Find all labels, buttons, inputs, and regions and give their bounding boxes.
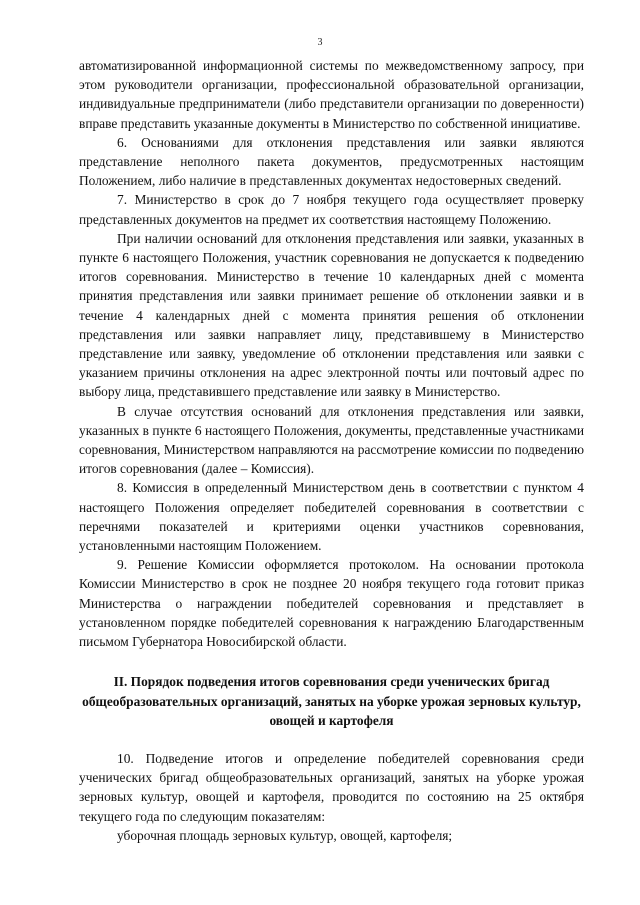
paragraph-item-9: 9. Решение Комиссии оформляется протоколом. На основании протокола Комиссии Министерство в срок не позднее 20 ноября текущего года готовит приказ Министерства о награждении победителей соревнования и представляет в установленном порядке победителей соревнования к награждению Благодарственным письмом Губернатора Новосибирской области. (79, 557, 584, 650)
paragraph-continuation: автоматизированной информационной системы по межведомственному запросу, при этом руководители организации, профессиональной образовательной организации, индивидуальные предприниматели (либо представители организации по доверенности) вправе представить указанные документы в Министерство по собственной инициативе. (79, 58, 584, 131)
paragraph-rejection: При наличии оснований для отклонения представления или заявки, указанных в пункте 6 настоящего Положения, участник соревнования не допускается к подведению итогов соревнования. Министерство в течение 10 календарных дней с момента принятия представления или заявки принимает решение об отклонении заявки и в течение 4 календарных дней с момента принятия решения об отклонении представления или заявки направляет лицу, представившему в Министерство представление или заявку, уведомление об отклонении представления или заявки с указанием причины отклонения на адрес электронной почты или почтовый адрес по выбору лица, представившего представление или заявку в Министерство. (79, 230, 584, 400)
paragraph-item-7: 7. Министерство в срок до 7 ноября текущего года осуществляет проверку представленных документов на предмет их соответствия настоящему Положению. (79, 192, 584, 227)
paragraph-criterion: уборочная площадь зерновых культур, овощей, картофеля; (117, 827, 453, 843)
document-body (79, 56, 584, 845)
paragraph-item-10: 10. Подведение итогов и определение победителей соревнования среди ученических бригад общеобразовательных организаций, занятых на уборке урожая зерновых культур, овощей и картофеля, проводится по состоянию на 25 октября текущего года по следующим показателям: (79, 751, 584, 824)
paragraph-item-6: 6. Основаниями для отклонения представления или заявки являются представление неполного пакета документов, предусмотренных настоящим Положением, либо наличие в представленных документах недостоверных сведений. (79, 134, 584, 189)
page-number: 3 (317, 37, 323, 48)
paragraph-item-8: 8. Комиссия в определенный Министерством день в соответствии с пунктом 4 настоящего Положения определяет победителей соревнования в соответствии с перечнями показателей и критериями оценки участников соревнования, установленными настоящим Положением. (79, 480, 584, 554)
paragraph-no-rejection: В случае отсутствия оснований для отклонения представления или заявки, указанных в пункте 6 настоящего Положения, документы, представленные участниками соревнования, Министерством направляются на рассмотрение комиссии по подведению итогов соревнования (далее – Комиссия). (79, 403, 584, 477)
section-title: II. Порядок подведения итогов соревнования среди ученических бригад общеобразовательных организаций, занятых на уборке урожая зерновых культур, овощей и картофеля (82, 674, 581, 729)
